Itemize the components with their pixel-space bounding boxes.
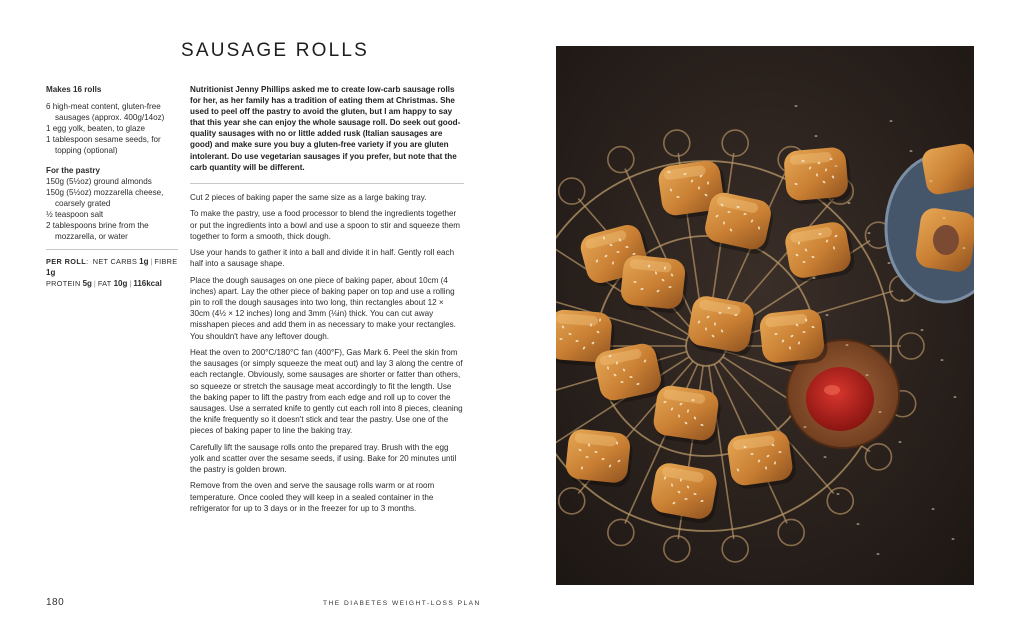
protein-value: 5g	[82, 279, 92, 289]
nutrition-separator: |	[150, 257, 153, 267]
sesame-seed	[848, 202, 851, 204]
sesame-seed	[877, 553, 880, 555]
sesame-seed	[667, 171, 670, 173]
sausage-filling	[933, 225, 959, 255]
method-steps	[190, 192, 464, 514]
net-carbs-value: 1g	[139, 257, 149, 267]
ingredients-divider	[46, 249, 178, 250]
pastry-ingredient-item: ½ teaspoon salt	[46, 209, 104, 219]
nutrition-info: PER ROLL: NET CARBS 1g | FIBRE 1g PROTEIN 5g | FAT 10g | 116kcal	[46, 257, 178, 289]
method-step: Use your hands to gather it into a ball and divide it in half. Gently roll each half into a sausage shape.	[190, 248, 455, 269]
sesame-seed	[727, 211, 730, 213]
sesame-seed	[943, 217, 946, 219]
method-step: Cut 2 pieces of baking paper the same size as a large baking tray.	[190, 192, 427, 202]
yield-text: Makes 16 rolls	[46, 85, 102, 94]
sesame-seed	[837, 493, 840, 495]
sesame-seed	[954, 396, 957, 398]
sesame-seed	[952, 538, 955, 540]
sesame-seed	[684, 498, 687, 500]
sesame-seed	[620, 381, 623, 383]
sesame-seed	[921, 329, 924, 331]
sesame-seed	[866, 374, 869, 376]
sesame-seed	[932, 508, 935, 510]
sesame-seed	[795, 105, 798, 107]
sesame-seed	[941, 359, 944, 361]
sesame-seed	[585, 456, 588, 458]
photo-illustration	[556, 46, 974, 585]
sesame-seed	[718, 312, 721, 314]
method-step: Place the dough sausages on one piece of baking paper, about 10cm (4 inches) apart. Lay the other piece of baking paper on top and use a rolling pin to roll the dough sausages into two long, thin rectangles about 12 × 30cm (4½ × 12 inches) long and 3mm (⅛in) thick. You can cut away misshapen pieces and add them in as necessary to make your rectangles. You shouldn't have any leftover dough.	[190, 276, 456, 341]
pastry-heading: For the pastry	[46, 165, 100, 175]
sesame-seed	[829, 158, 832, 160]
kcal-value: 116kcal	[133, 279, 162, 289]
method-step: Remove from the oven and serve the sausage rolls warm or at room temperature. Once cooled they will keep in a sealed container in the refrigerator for up to 3 days or in the freezer for up to 3 months.	[190, 481, 435, 513]
recipe-photo	[556, 46, 974, 585]
sausage-roll	[651, 384, 723, 447]
sesame-seed	[930, 180, 933, 182]
per-roll-label: PER ROLL	[46, 257, 87, 267]
sesame-seed	[835, 165, 838, 167]
ingredient-item: 1 egg yolk, beaten, to glaze	[46, 124, 145, 134]
sesame-seed	[963, 247, 966, 249]
method-step: Carefully lift the sausage rolls onto the prepared tray. Brush with the egg yolk and scatter over the sesame seeds, if using. Bake for 20 minutes until the pastry is golden brown.	[190, 442, 457, 474]
sesame-seed	[668, 286, 671, 288]
pastry-ingredient-item: 150g (5½oz) ground almonds	[46, 176, 152, 186]
sesame-seed	[778, 451, 781, 453]
book-title: THE DIABETES WEIGHT-LOSS PLAN	[323, 600, 481, 607]
sesame-seed	[804, 426, 807, 428]
sesame-seed	[691, 399, 694, 401]
sesame-seed	[910, 150, 913, 152]
ingredient-item: 6 high-meat content, gluten-free sausages (approx. 400g/14oz)	[46, 102, 165, 123]
fat-label: FAT	[97, 279, 112, 289]
photo-background	[556, 46, 974, 585]
sesame-seed	[559, 338, 562, 340]
sesame-seed	[901, 299, 904, 301]
net-carbs-label: NET CARBS	[92, 257, 138, 267]
pastry-ingredient-list	[46, 176, 178, 243]
sesame-seed	[826, 314, 829, 316]
sausage-roll	[564, 428, 634, 488]
ingredient-item: 1 tablespoon sesame seeds, for topping (optional)	[46, 135, 161, 156]
ketchup	[806, 367, 874, 431]
sesame-seed	[857, 523, 860, 525]
sesame-seed	[616, 251, 619, 253]
intro-divider	[190, 183, 464, 184]
sausage-roll	[759, 308, 829, 368]
page-title: SAUSAGE ROLLS	[181, 40, 370, 61]
recipe-body	[190, 84, 464, 519]
pastry-ingredient-item: 150g (5½oz) mozzarella cheese, coarsely grated	[46, 187, 164, 208]
sausage-roll	[726, 429, 798, 492]
sausage-roll	[783, 219, 856, 283]
protein-label: PROTEIN	[46, 279, 81, 289]
sesame-seed	[813, 277, 816, 279]
sesame-seed	[824, 456, 827, 458]
sausage-roll	[619, 254, 689, 314]
page-number: 180	[46, 597, 65, 608]
sesame-seed	[802, 261, 805, 263]
sesame-seed	[846, 344, 849, 346]
method-step: To make the pastry, use a food processor to blend the ingredients together or put the ingredients into a bowl and use a spoon to stir and squeeze them together to form a smooth, thick dough.	[190, 209, 460, 241]
pastry-ingredient-item: 2 tablespoons brine from the mozzarella, or water	[46, 221, 149, 242]
fibre-value: 1g	[46, 268, 56, 278]
ingredient-list	[46, 101, 178, 156]
ingredients-column	[46, 84, 178, 289]
intro-paragraph: Nutritionist Jenny Phillips asked me to create low-carb sausage rolls for her, as her family has a tradition of eating them at Christmas. She used to peel off the pastry to avoid the gluten, but I am happy to say that this year she can enjoy the whole sausage roll. Do seek out good-quality sausages with no or little added rusk (Italian sausages are good) and make sure you buy a gluten-free variety if you are gluten intolerant. Do use vegetarian sausages if you prefer, but note that the carb quantity will be different.	[190, 85, 461, 172]
sesame-seed	[888, 262, 891, 264]
sesame-seed	[815, 135, 818, 137]
nutrition-separator: |	[129, 279, 132, 289]
sesame-seed	[879, 411, 882, 413]
sesame-seed	[890, 120, 893, 122]
method-step: Heat the oven to 200°C/180°C fan (400°F), Gas Mark 6. Peel the skin from the sausages (or simply squeeze the meat out) and lay 3 along the centre of each rectangle. Obviously, some sausages are shorter or fatter than others, so squeeze or stretch the sausage meat accordingly to fit the length. Use the baking paper to lift the pastry from each edge and roll up to cover the sausages. Use a serrated knife to gently cut each roll into 8 pieces, cleaning the knife frequently so it doesn't stick and tear the pastry. Use one of the pieces of baking paper to line the baking tray.	[190, 348, 463, 435]
sesame-seed	[802, 331, 805, 333]
fibre-label: FIBRE	[154, 257, 178, 267]
fat-value: 10g	[113, 279, 128, 289]
nutrition-separator: |	[93, 279, 96, 289]
sesame-seed	[868, 232, 871, 234]
sesame-seed	[899, 441, 902, 443]
